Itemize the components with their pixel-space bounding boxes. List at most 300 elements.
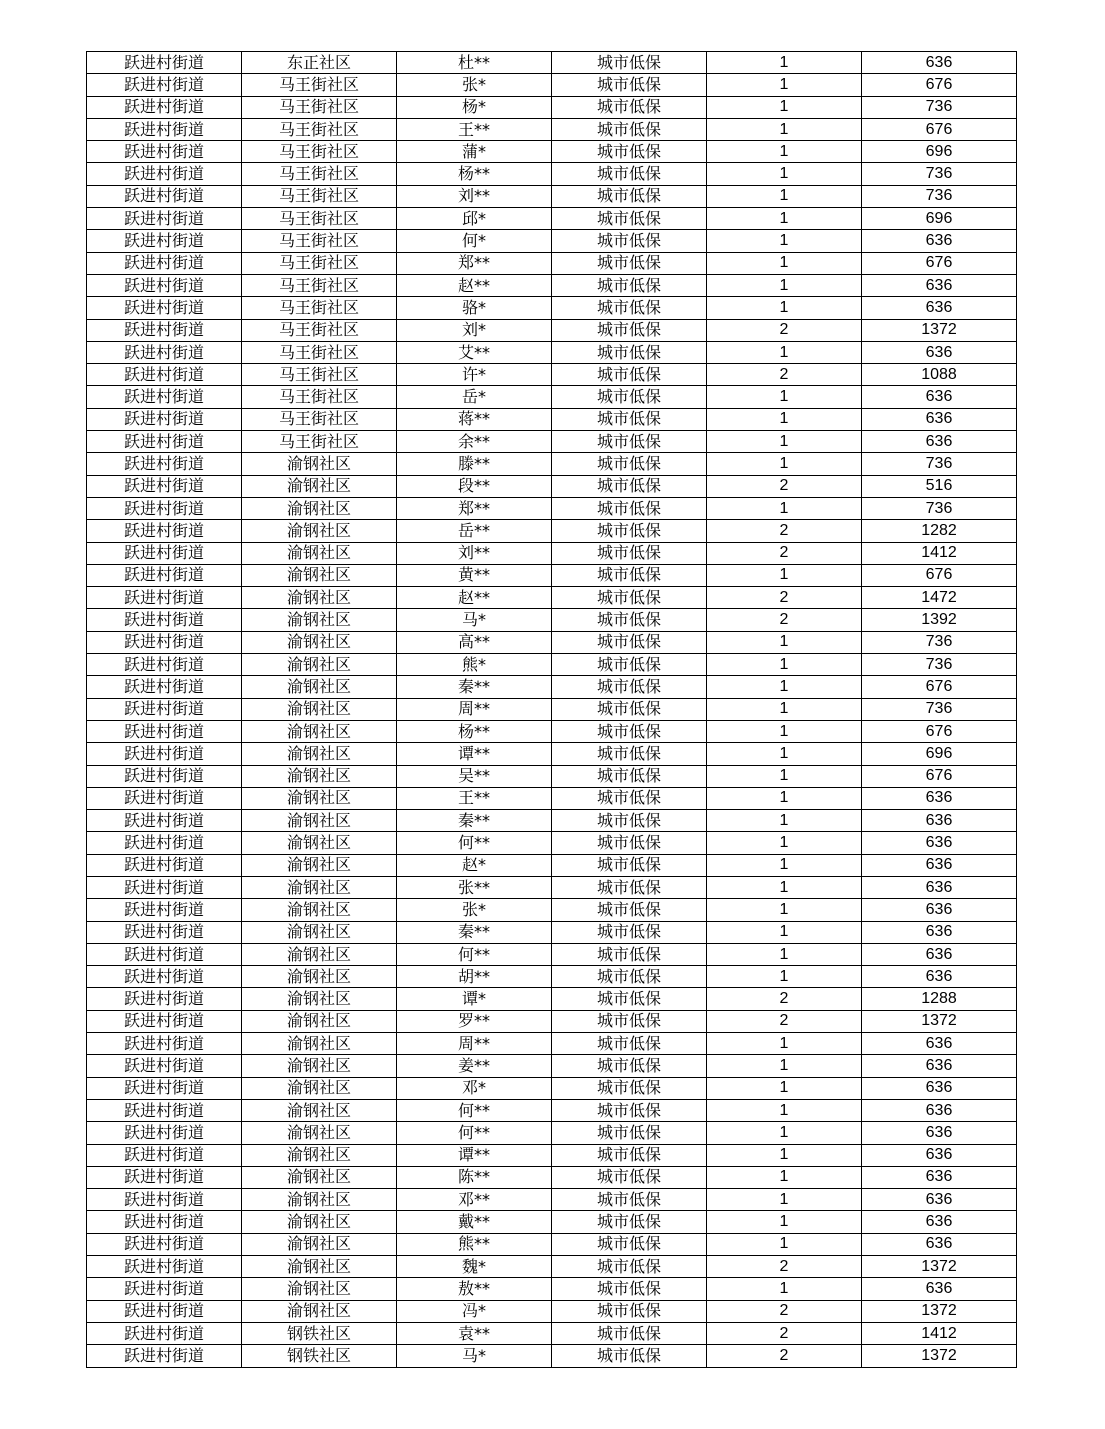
street-cell: 跃进村街道	[87, 1077, 242, 1099]
amount-cell: 636	[862, 1055, 1017, 1077]
community-cell: 渝钢社区	[242, 1278, 397, 1300]
table-row	[87, 587, 1017, 609]
benefit-table	[86, 51, 1017, 1368]
street-cell: 跃进村街道	[87, 52, 242, 74]
amount-cell: 1392	[862, 609, 1017, 631]
community-cell: 渝钢社区	[242, 1122, 397, 1144]
name-cell: 艾**	[397, 341, 552, 363]
category-cell: 城市低保	[552, 698, 707, 720]
community-cell: 马王街社区	[242, 386, 397, 408]
amount-cell: 636	[862, 899, 1017, 921]
table-row	[87, 1166, 1017, 1188]
category-cell: 城市低保	[552, 274, 707, 296]
amount-cell: 676	[862, 720, 1017, 742]
household-count-cell: 2	[707, 1345, 862, 1367]
table-row	[87, 943, 1017, 965]
street-cell: 跃进村街道	[87, 1055, 242, 1077]
street-cell: 跃进村街道	[87, 341, 242, 363]
community-cell: 马王街社区	[242, 74, 397, 96]
category-cell: 城市低保	[552, 564, 707, 586]
category-cell: 城市低保	[552, 1233, 707, 1255]
household-count-cell: 1	[707, 497, 862, 519]
table-row	[87, 988, 1017, 1010]
street-cell: 跃进村街道	[87, 408, 242, 430]
table-row	[87, 921, 1017, 943]
amount-cell: 636	[862, 341, 1017, 363]
household-count-cell: 1	[707, 1122, 862, 1144]
community-cell: 渝钢社区	[242, 587, 397, 609]
amount-cell: 1412	[862, 542, 1017, 564]
table-row	[87, 1322, 1017, 1344]
amount-cell: 636	[862, 1077, 1017, 1099]
amount-cell: 636	[862, 1233, 1017, 1255]
name-cell: 许*	[397, 364, 552, 386]
name-cell: 王**	[397, 118, 552, 140]
amount-cell: 636	[862, 943, 1017, 965]
category-cell: 城市低保	[552, 854, 707, 876]
table-row	[87, 74, 1017, 96]
community-cell: 渝钢社区	[242, 1055, 397, 1077]
household-count-cell: 1	[707, 453, 862, 475]
table-row	[87, 810, 1017, 832]
community-cell: 渝钢社区	[242, 787, 397, 809]
community-cell: 马王街社区	[242, 208, 397, 230]
street-cell: 跃进村街道	[87, 208, 242, 230]
street-cell: 跃进村街道	[87, 698, 242, 720]
household-count-cell: 2	[707, 1256, 862, 1278]
community-cell: 渝钢社区	[242, 720, 397, 742]
category-cell: 城市低保	[552, 966, 707, 988]
community-cell: 渝钢社区	[242, 631, 397, 653]
name-cell: 谭**	[397, 1144, 552, 1166]
household-count-cell: 1	[707, 185, 862, 207]
household-count-cell: 1	[707, 921, 862, 943]
table-row	[87, 185, 1017, 207]
community-cell: 渝钢社区	[242, 810, 397, 832]
name-cell: 刘*	[397, 319, 552, 341]
category-cell: 城市低保	[552, 297, 707, 319]
household-count-cell: 1	[707, 1211, 862, 1233]
table-row	[87, 720, 1017, 742]
community-cell: 马王街社区	[242, 141, 397, 163]
category-cell: 城市低保	[552, 720, 707, 742]
category-cell: 城市低保	[552, 743, 707, 765]
household-count-cell: 2	[707, 1300, 862, 1322]
community-cell: 渝钢社区	[242, 743, 397, 765]
amount-cell: 676	[862, 676, 1017, 698]
community-cell: 渝钢社区	[242, 1010, 397, 1032]
community-cell: 渝钢社区	[242, 453, 397, 475]
household-count-cell: 1	[707, 1233, 862, 1255]
name-cell: 刘**	[397, 542, 552, 564]
name-cell: 郑**	[397, 252, 552, 274]
household-count-cell: 1	[707, 408, 862, 430]
name-cell: 何**	[397, 1122, 552, 1144]
household-count-cell: 1	[707, 810, 862, 832]
community-cell: 马王街社区	[242, 230, 397, 252]
table-row	[87, 1033, 1017, 1055]
street-cell: 跃进村街道	[87, 319, 242, 341]
name-cell: 秦**	[397, 810, 552, 832]
category-cell: 城市低保	[552, 386, 707, 408]
category-cell: 城市低保	[552, 810, 707, 832]
household-count-cell: 1	[707, 698, 862, 720]
amount-cell: 1372	[862, 319, 1017, 341]
category-cell: 城市低保	[552, 1099, 707, 1121]
table-row	[87, 431, 1017, 453]
community-cell: 渝钢社区	[242, 654, 397, 676]
street-cell: 跃进村街道	[87, 96, 242, 118]
name-cell: 罗**	[397, 1010, 552, 1032]
community-cell: 渝钢社区	[242, 943, 397, 965]
amount-cell: 1472	[862, 587, 1017, 609]
name-cell: 王**	[397, 787, 552, 809]
name-cell: 赵**	[397, 587, 552, 609]
category-cell: 城市低保	[552, 654, 707, 676]
name-cell: 姜**	[397, 1055, 552, 1077]
amount-cell: 676	[862, 118, 1017, 140]
name-cell: 秦**	[397, 921, 552, 943]
household-count-cell: 1	[707, 832, 862, 854]
community-cell: 渝钢社区	[242, 1166, 397, 1188]
name-cell: 熊**	[397, 1233, 552, 1255]
household-count-cell: 1	[707, 1033, 862, 1055]
household-count-cell: 2	[707, 364, 862, 386]
name-cell: 张*	[397, 899, 552, 921]
street-cell: 跃进村街道	[87, 966, 242, 988]
community-cell: 渝钢社区	[242, 475, 397, 497]
household-count-cell: 1	[707, 676, 862, 698]
name-cell: 秦**	[397, 676, 552, 698]
street-cell: 跃进村街道	[87, 654, 242, 676]
name-cell: 胡**	[397, 966, 552, 988]
street-cell: 跃进村街道	[87, 988, 242, 1010]
household-count-cell: 1	[707, 230, 862, 252]
street-cell: 跃进村街道	[87, 453, 242, 475]
table-row	[87, 899, 1017, 921]
table-row	[87, 341, 1017, 363]
table-row	[87, 832, 1017, 854]
category-cell: 城市低保	[552, 52, 707, 74]
table-row	[87, 163, 1017, 185]
name-cell: 周**	[397, 1033, 552, 1055]
amount-cell: 636	[862, 921, 1017, 943]
community-cell: 马王街社区	[242, 408, 397, 430]
category-cell: 城市低保	[552, 1256, 707, 1278]
street-cell: 跃进村街道	[87, 587, 242, 609]
community-cell: 马王街社区	[242, 319, 397, 341]
street-cell: 跃进村街道	[87, 386, 242, 408]
table-row	[87, 386, 1017, 408]
name-cell: 邓*	[397, 1077, 552, 1099]
household-count-cell: 1	[707, 899, 862, 921]
street-cell: 跃进村街道	[87, 1345, 242, 1367]
household-count-cell: 1	[707, 1278, 862, 1300]
category-cell: 城市低保	[552, 520, 707, 542]
category-cell: 城市低保	[552, 1122, 707, 1144]
category-cell: 城市低保	[552, 1300, 707, 1322]
table-row	[87, 564, 1017, 586]
household-count-cell: 1	[707, 252, 862, 274]
name-cell: 骆*	[397, 297, 552, 319]
category-cell: 城市低保	[552, 988, 707, 1010]
community-cell: 马王街社区	[242, 185, 397, 207]
category-cell: 城市低保	[552, 1189, 707, 1211]
community-cell: 渝钢社区	[242, 921, 397, 943]
community-cell: 渝钢社区	[242, 542, 397, 564]
community-cell: 渝钢社区	[242, 497, 397, 519]
amount-cell: 736	[862, 185, 1017, 207]
name-cell: 岳*	[397, 386, 552, 408]
category-cell: 城市低保	[552, 587, 707, 609]
table-row	[87, 854, 1017, 876]
street-cell: 跃进村街道	[87, 1099, 242, 1121]
category-cell: 城市低保	[552, 921, 707, 943]
household-count-cell: 1	[707, 765, 862, 787]
category-cell: 城市低保	[552, 1010, 707, 1032]
community-cell: 渝钢社区	[242, 698, 397, 720]
table-row	[87, 230, 1017, 252]
amount-cell: 676	[862, 564, 1017, 586]
category-cell: 城市低保	[552, 453, 707, 475]
community-cell: 东正社区	[242, 52, 397, 74]
street-cell: 跃进村街道	[87, 497, 242, 519]
amount-cell: 636	[862, 1033, 1017, 1055]
community-cell: 渝钢社区	[242, 1144, 397, 1166]
name-cell: 邱*	[397, 208, 552, 230]
community-cell: 钢铁社区	[242, 1322, 397, 1344]
name-cell: 张*	[397, 74, 552, 96]
category-cell: 城市低保	[552, 787, 707, 809]
amount-cell: 736	[862, 698, 1017, 720]
amount-cell: 1412	[862, 1322, 1017, 1344]
name-cell: 冯*	[397, 1300, 552, 1322]
amount-cell: 636	[862, 297, 1017, 319]
street-cell: 跃进村街道	[87, 74, 242, 96]
category-cell: 城市低保	[552, 1144, 707, 1166]
name-cell: 何**	[397, 832, 552, 854]
household-count-cell: 1	[707, 743, 862, 765]
name-cell: 敖**	[397, 1278, 552, 1300]
category-cell: 城市低保	[552, 832, 707, 854]
amount-cell: 636	[862, 1211, 1017, 1233]
table-row	[87, 765, 1017, 787]
amount-cell: 636	[862, 1278, 1017, 1300]
table-row	[87, 1233, 1017, 1255]
street-cell: 跃进村街道	[87, 364, 242, 386]
table-row	[87, 1055, 1017, 1077]
category-cell: 城市低保	[552, 1322, 707, 1344]
amount-cell: 1282	[862, 520, 1017, 542]
household-count-cell: 2	[707, 542, 862, 564]
table-row	[87, 364, 1017, 386]
table-row	[87, 141, 1017, 163]
category-cell: 城市低保	[552, 497, 707, 519]
community-cell: 渝钢社区	[242, 676, 397, 698]
community-cell: 渝钢社区	[242, 765, 397, 787]
amount-cell: 1372	[862, 1345, 1017, 1367]
street-cell: 跃进村街道	[87, 609, 242, 631]
category-cell: 城市低保	[552, 185, 707, 207]
category-cell: 城市低保	[552, 141, 707, 163]
community-cell: 马王街社区	[242, 96, 397, 118]
community-cell: 渝钢社区	[242, 1033, 397, 1055]
street-cell: 跃进村街道	[87, 787, 242, 809]
name-cell: 何**	[397, 943, 552, 965]
category-cell: 城市低保	[552, 408, 707, 430]
household-count-cell: 2	[707, 1322, 862, 1344]
category-cell: 城市低保	[552, 431, 707, 453]
category-cell: 城市低保	[552, 765, 707, 787]
street-cell: 跃进村街道	[87, 1300, 242, 1322]
name-cell: 马*	[397, 1345, 552, 1367]
name-cell: 段**	[397, 475, 552, 497]
table-row	[87, 698, 1017, 720]
table-row	[87, 520, 1017, 542]
category-cell: 城市低保	[552, 899, 707, 921]
household-count-cell: 1	[707, 274, 862, 296]
name-cell: 杨**	[397, 720, 552, 742]
household-count-cell: 1	[707, 141, 862, 163]
table-row	[87, 787, 1017, 809]
street-cell: 跃进村街道	[87, 921, 242, 943]
category-cell: 城市低保	[552, 1055, 707, 1077]
amount-cell: 736	[862, 497, 1017, 519]
amount-cell: 636	[862, 52, 1017, 74]
table-row	[87, 609, 1017, 631]
street-cell: 跃进村街道	[87, 274, 242, 296]
table-row	[87, 876, 1017, 898]
street-cell: 跃进村街道	[87, 141, 242, 163]
table-row	[87, 208, 1017, 230]
table-row	[87, 676, 1017, 698]
street-cell: 跃进村街道	[87, 631, 242, 653]
community-cell: 渝钢社区	[242, 899, 397, 921]
table-row	[87, 654, 1017, 676]
category-cell: 城市低保	[552, 876, 707, 898]
category-cell: 城市低保	[552, 1211, 707, 1233]
household-count-cell: 1	[707, 876, 862, 898]
category-cell: 城市低保	[552, 1278, 707, 1300]
household-count-cell: 1	[707, 1144, 862, 1166]
community-cell: 渝钢社区	[242, 1233, 397, 1255]
name-cell: 蒋**	[397, 408, 552, 430]
household-count-cell: 2	[707, 988, 862, 1010]
amount-cell: 1372	[862, 1010, 1017, 1032]
household-count-cell: 1	[707, 1189, 862, 1211]
street-cell: 跃进村街道	[87, 676, 242, 698]
amount-cell: 1288	[862, 988, 1017, 1010]
household-count-cell: 2	[707, 475, 862, 497]
table-row	[87, 52, 1017, 74]
household-count-cell: 1	[707, 386, 862, 408]
community-cell: 渝钢社区	[242, 1256, 397, 1278]
table-row	[87, 497, 1017, 519]
amount-cell: 516	[862, 475, 1017, 497]
street-cell: 跃进村街道	[87, 1278, 242, 1300]
name-cell: 张**	[397, 876, 552, 898]
community-cell: 渝钢社区	[242, 1300, 397, 1322]
community-cell: 渝钢社区	[242, 988, 397, 1010]
household-count-cell: 1	[707, 654, 862, 676]
street-cell: 跃进村街道	[87, 810, 242, 832]
community-cell: 渝钢社区	[242, 966, 397, 988]
name-cell: 陈**	[397, 1166, 552, 1188]
name-cell: 赵*	[397, 854, 552, 876]
community-cell: 马王街社区	[242, 341, 397, 363]
category-cell: 城市低保	[552, 943, 707, 965]
community-cell: 渝钢社区	[242, 1189, 397, 1211]
amount-cell: 736	[862, 96, 1017, 118]
household-count-cell: 1	[707, 854, 862, 876]
name-cell: 熊*	[397, 654, 552, 676]
name-cell: 谭**	[397, 743, 552, 765]
street-cell: 跃进村街道	[87, 163, 242, 185]
category-cell: 城市低保	[552, 1166, 707, 1188]
amount-cell: 736	[862, 631, 1017, 653]
amount-cell: 696	[862, 208, 1017, 230]
table-row	[87, 1099, 1017, 1121]
street-cell: 跃进村街道	[87, 854, 242, 876]
community-cell: 马王街社区	[242, 274, 397, 296]
street-cell: 跃进村街道	[87, 832, 242, 854]
amount-cell: 1372	[862, 1300, 1017, 1322]
street-cell: 跃进村街道	[87, 1322, 242, 1344]
community-cell: 渝钢社区	[242, 832, 397, 854]
street-cell: 跃进村街道	[87, 1033, 242, 1055]
category-cell: 城市低保	[552, 609, 707, 631]
amount-cell: 736	[862, 654, 1017, 676]
community-cell: 钢铁社区	[242, 1345, 397, 1367]
category-cell: 城市低保	[552, 542, 707, 564]
amount-cell: 676	[862, 765, 1017, 787]
household-count-cell: 2	[707, 587, 862, 609]
community-cell: 渝钢社区	[242, 609, 397, 631]
amount-cell: 636	[862, 966, 1017, 988]
household-count-cell: 1	[707, 720, 862, 742]
category-cell: 城市低保	[552, 1033, 707, 1055]
street-cell: 跃进村街道	[87, 765, 242, 787]
household-count-cell: 1	[707, 431, 862, 453]
household-count-cell: 1	[707, 341, 862, 363]
household-count-cell: 1	[707, 208, 862, 230]
amount-cell: 736	[862, 453, 1017, 475]
street-cell: 跃进村街道	[87, 1256, 242, 1278]
street-cell: 跃进村街道	[87, 564, 242, 586]
household-count-cell: 1	[707, 52, 862, 74]
table-row	[87, 118, 1017, 140]
street-cell: 跃进村街道	[87, 1189, 242, 1211]
table-row	[87, 1256, 1017, 1278]
name-cell: 邓**	[397, 1189, 552, 1211]
household-count-cell: 2	[707, 609, 862, 631]
amount-cell: 636	[862, 832, 1017, 854]
street-cell: 跃进村街道	[87, 1144, 242, 1166]
amount-cell: 636	[862, 408, 1017, 430]
community-cell: 渝钢社区	[242, 1077, 397, 1099]
amount-cell: 636	[862, 1166, 1017, 1188]
category-cell: 城市低保	[552, 163, 707, 185]
amount-cell: 1088	[862, 364, 1017, 386]
street-cell: 跃进村街道	[87, 720, 242, 742]
household-count-cell: 1	[707, 1055, 862, 1077]
name-cell: 余**	[397, 431, 552, 453]
amount-cell: 696	[862, 141, 1017, 163]
table-row	[87, 319, 1017, 341]
category-cell: 城市低保	[552, 208, 707, 230]
community-cell: 渝钢社区	[242, 564, 397, 586]
household-count-cell: 1	[707, 1077, 862, 1099]
